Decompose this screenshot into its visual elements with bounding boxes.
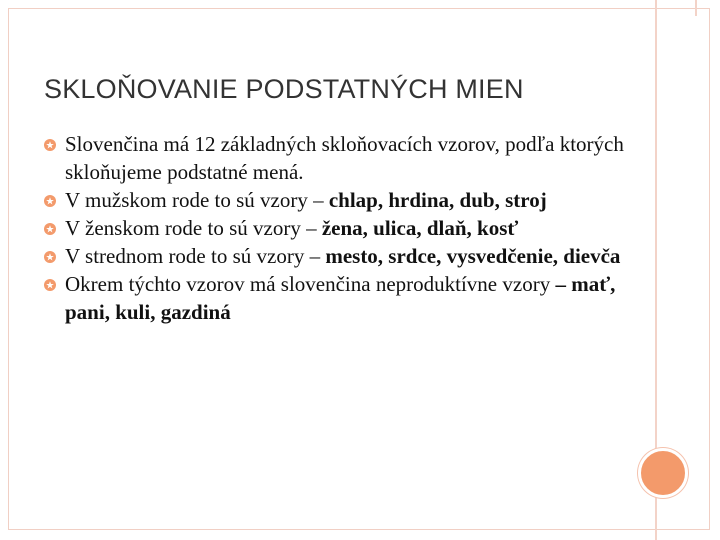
item-bold-text: – mať, pani, kuli, gazdiná: [65, 272, 616, 324]
circle-star-icon: [44, 195, 56, 207]
item-bold-text: žena, ulica, dlaň, kosť: [321, 216, 519, 240]
item-text: Slovenčina má 12 základných skloňovacích vzorov, podľa ktorých skloňujeme podstatné mená.: [65, 132, 624, 184]
decorative-line: [655, 0, 657, 456]
circle-star-icon: [44, 139, 56, 151]
decorative-line-bottom: [655, 490, 657, 540]
decorative-circle: [638, 448, 688, 498]
item-text: Okrem týchto vzorov má slovenčina neproduktívne vzory: [65, 272, 556, 296]
list-item: [44, 186, 644, 214]
circle-star-icon: [44, 279, 56, 291]
item-bold-text: chlap, hrdina, dub, stroj: [328, 188, 547, 212]
bullet-list: [44, 130, 644, 326]
circle-star-icon: [44, 223, 56, 235]
slide-title: SKLOŇOVANIE PODSTATNÝCH MIEN: [44, 74, 524, 104]
decorative-line-top: [695, 0, 697, 16]
item-text: V ženskom rode to sú vzory –: [65, 216, 322, 240]
item-bold-text: mesto, srdce, vysvedčenie, dievča: [325, 244, 621, 268]
item-text: V strednom rode to sú vzory –: [65, 244, 326, 268]
circle-star-icon: [44, 251, 56, 263]
list-item: [44, 270, 644, 326]
list-item: [44, 130, 644, 186]
list-item: [44, 214, 644, 242]
item-text: V mužskom rode to sú vzory –: [65, 188, 329, 212]
list-item: [44, 242, 644, 270]
